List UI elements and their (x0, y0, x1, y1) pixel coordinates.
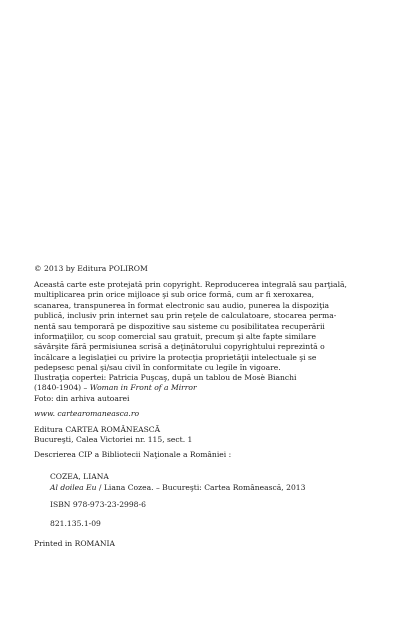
copyright-text: © 2013 by Editura POLIROM (34, 264, 148, 273)
rights-line: săvârşite fără permisiunea scrisă a deţinătorului copyrightului reprezintă o (34, 342, 325, 352)
publisher-name: Editura CARTEA ROMÂNEASCĂ (34, 425, 161, 434)
cip-book-title: Al doilea Eu (50, 483, 97, 492)
cip-book-entry (34, 483, 392, 493)
website-text: www. cartearomaneasca.ro (34, 409, 140, 418)
cover-credits (34, 373, 376, 404)
painting-credit (34, 383, 376, 393)
printed-in (34, 539, 376, 549)
isbn-text: ISBN 978-973-23-2998-6 (50, 500, 146, 509)
painting-years: (1840-1904) – (34, 383, 90, 393)
printed-text: Printed in ROMANIA (34, 539, 115, 548)
rights-line: multiplicarea prin orice mijloace şi sub orice formă, cum ar fi xeroxarea, (34, 290, 315, 300)
copyright-notice (34, 264, 376, 274)
cip-book-details: / Liana Cozea. – Bucureşti: Cartea Românească, 2013 (96, 483, 306, 492)
rights-line: nentă sau temporară pe dispozitive sau sisteme cu posibilitatea recuperării (34, 321, 325, 331)
rights-line: încălcare a legislaţiei cu privire la protecţia proprietăţii intelectuale şi se (34, 352, 317, 362)
publisher-info (34, 425, 376, 446)
rights-line: informaţiilor, cu scop comercial sau gratuit, precum şi alte fapte similare (34, 332, 316, 342)
rights-line: pedepsesc penal şi/sau civil în conformitate cu legile în vigoare. (34, 363, 281, 373)
rights-line: Această carte este protejată prin copyright. Reproducerea integrală sau parţială, (34, 280, 347, 289)
cip-author (34, 472, 392, 482)
cip-title-text: Descrierea CIP a Bibliotecii Naţionale a României : (34, 450, 232, 459)
painting-title: Woman in Front of a Mirror (89, 383, 197, 393)
cover-illustration-credit: Ilustraţia copertei: Patricia Puşcaş, după un tablou de Mosè Bianchi (34, 373, 297, 382)
classification-text: 821.135.1-09 (50, 519, 101, 528)
cip-author-text: COZEA, LIANA (50, 472, 109, 481)
publisher-website (34, 409, 376, 419)
rights-line: scanarea, transpunerea în format electronic sau audio, punerea la dispoziţia (34, 300, 330, 310)
publisher-address: Bucureşti, Calea Victoriei nr. 115, sect. 1 (34, 435, 193, 445)
photo-credit: Foto: din arhiva autoarei (34, 393, 130, 403)
rights-line: publică, inclusiv prin internet sau prin reţele de calculatoare, stocarea perma- (34, 311, 337, 321)
rights-paragraph (34, 280, 376, 374)
cip-classification (34, 519, 392, 529)
cip-isbn (34, 500, 392, 510)
cip-book-line (50, 483, 392, 493)
cip-heading (34, 450, 376, 460)
